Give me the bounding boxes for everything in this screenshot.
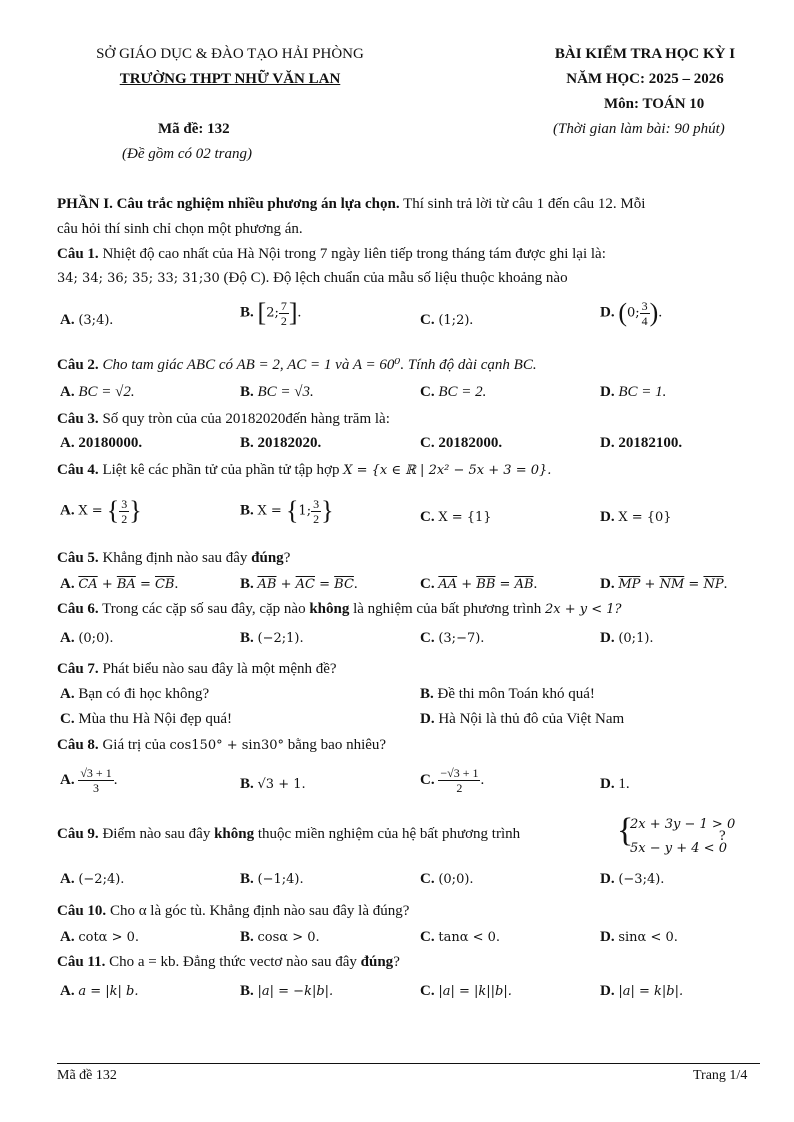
- q1-text2: 34; 34; 36; 35; 33; 31;30 (Độ C). Độ lệch chuẩn của mẫu số liệu thuộc khoảng nào: [57, 270, 568, 286]
- q1-option-d[interactable]: D. (0; $\frac{3}{4}$ ).: [600, 298, 663, 328]
- q4-text: Câu 4. Liệt kê các phần tử của phần tử tập hợp X = {x ∈ ℝ | 2x² − 5x + 3 = 0}.: [57, 462, 552, 478]
- exam-code: Mã đề: 132: [158, 121, 230, 137]
- q7-option-d[interactable]: D. Hà Nội là thủ đô của Việt Nam: [420, 711, 625, 727]
- q10-option-a[interactable]: A. cotα > 0.: [60, 929, 140, 945]
- footer-page-number: Trang 1/4: [693, 1068, 748, 1083]
- q5-option-c[interactable]: C. $\overline{AA} + \overline{BB} = \overline{AB}$.: [420, 576, 538, 592]
- q1-text: Câu 1. Nhiệt độ cao nhất của Hà Nội trong 7 ngày liên tiếp trong tháng tám được ghi lại là:: [57, 246, 606, 262]
- pages-note: (Đề gồm có 02 trang): [122, 146, 252, 162]
- q2-option-d[interactable]: D. BC = 1.: [600, 384, 667, 400]
- q8-text: Câu 8. Giá trị của cos150° + sin30° bằng bao nhiêu?: [57, 737, 387, 753]
- exam-title: BÀI KIỂM TRA HỌC KỲ I: [554, 46, 736, 62]
- department-name: SỞ GIÁO DỤC & ĐÀO TẠO HẢI PHÒNG: [96, 46, 364, 62]
- time-note: (Thời gian làm bài: 90 phút): [553, 121, 725, 137]
- q6-option-b[interactable]: B. (−2;1).: [240, 630, 304, 646]
- q11-option-d[interactable]: D. |a| = k|b|.: [600, 983, 684, 999]
- q7-text: Câu 7. Phát biểu nào sau đây là một mệnh đề?: [57, 661, 337, 677]
- q6-option-a[interactable]: A. (0;0).: [60, 630, 114, 646]
- q2-option-c[interactable]: C. BC = 2.: [420, 384, 487, 400]
- q2-option-a[interactable]: A. BC = √2.: [60, 384, 135, 400]
- q5-text: Câu 5. Khẳng định nào sau đây đúng?: [57, 550, 291, 566]
- q8-option-d[interactable]: D. 1.: [600, 776, 630, 792]
- q10-option-d[interactable]: D. sinα < 0.: [600, 929, 678, 945]
- q6-text: Câu 6. Trong các cặp số sau đây, cặp nào không là nghiệm của bất phương trình 2x + y < 1?: [57, 601, 622, 617]
- q7-option-a[interactable]: A. Bạn có đi học không?: [60, 686, 210, 702]
- footer-exam-code: Mã đề 132: [57, 1068, 117, 1083]
- q9-question-mark: ?: [719, 828, 726, 844]
- q4-option-a[interactable]: A. X = { $\frac{3}{2}$ }: [60, 496, 142, 526]
- part1-desc: câu hỏi thí sinh chỉ chọn một phương án.: [57, 221, 303, 237]
- q9-system-line2: 5x − y + 4 < 0: [630, 841, 727, 856]
- q4-option-c[interactable]: C. X = {1}: [420, 509, 492, 525]
- q2-option-b[interactable]: B. BC = √3.: [240, 384, 314, 400]
- q9-option-a[interactable]: A. (−2;4).: [60, 871, 125, 887]
- q11-option-c[interactable]: C. |a| = |k||b|.: [420, 983, 512, 999]
- q1-option-b[interactable]: B. [2; $\frac{7}{2}$ ].: [240, 298, 302, 328]
- q9-option-b[interactable]: B. (−1;4).: [240, 871, 304, 887]
- q4-option-b[interactable]: B. X = {1; $\frac{3}{2}$ }: [240, 496, 334, 526]
- footer-rule: [57, 1063, 760, 1064]
- q1-option-a[interactable]: A. (3;4).: [60, 312, 114, 328]
- q11-option-b[interactable]: B. |a| = −k|b|.: [240, 983, 334, 999]
- q10-option-b[interactable]: B. cosα > 0.: [240, 929, 320, 945]
- q6-option-d[interactable]: D. (0;1).: [600, 630, 654, 646]
- q10-text: Câu 10. Cho α là góc tù. Khẳng định nào sau đây là đúng?: [57, 903, 410, 919]
- q9-system-brace: {: [617, 812, 634, 849]
- q7-option-b[interactable]: B. Đề thi môn Toán khó quá!: [420, 686, 595, 702]
- q11-text: Câu 11. Cho a = kb. Đẳng thức vectơ nào sau đây đúng?: [57, 954, 400, 970]
- q8-option-b[interactable]: B. √3 + 1.: [240, 776, 306, 792]
- q9-option-c[interactable]: C. (0;0).: [420, 871, 474, 887]
- q2-text: Câu 2. Cho tam giác ABC có AB = 2, AC = 1 và A = 60⁰. Tính độ dài cạnh BC.: [57, 357, 537, 373]
- q7-option-c[interactable]: C. Mùa thu Hà Nội đẹp quá!: [60, 711, 233, 727]
- subject: Môn: TOÁN 10: [604, 96, 705, 112]
- q3-option-a[interactable]: A. 20180000.: [60, 435, 143, 451]
- q10-option-c[interactable]: C. tanα < 0.: [420, 929, 501, 945]
- school-year: NĂM HỌC: 2025 – 2026: [566, 71, 724, 87]
- q9-system-line1: 2x + 3y − 1 > 0: [630, 817, 736, 832]
- q11-option-a[interactable]: A. a = |k| b.: [60, 983, 139, 999]
- q9-option-d[interactable]: D. (−3;4).: [600, 871, 665, 887]
- part1-heading: PHẦN I. Câu trắc nghiệm nhiều phương án lựa chọn. Thí sinh trả lời từ câu 1 đến câu 12. Mỗi: [57, 196, 646, 212]
- q5-option-a[interactable]: A. $\overline{CA} + \overline{BA} = \overline{CB}$.: [60, 576, 179, 592]
- q1-option-c[interactable]: C. (1;2).: [420, 312, 474, 328]
- q3-option-c[interactable]: C. 20182000.: [420, 435, 503, 451]
- q3-option-d[interactable]: D. 20182100.: [600, 435, 683, 451]
- q5-option-b[interactable]: B. $\overline{AB} + \overline{AC} = \overline{BC}$.: [240, 576, 358, 592]
- q8-option-c[interactable]: C. $\frac{-√3 + 1}{2}$ .: [420, 766, 485, 795]
- q9-text: Câu 9. Điểm nào sau đây không thuộc miền nghiệm của hệ bất phương trình: [57, 826, 521, 842]
- q3-option-b[interactable]: B. 20182020.: [240, 435, 322, 451]
- school-name: TRƯỜNG THPT NHỮ VĂN LAN: [119, 71, 341, 87]
- q6-option-c[interactable]: C. (3;−7).: [420, 630, 485, 646]
- q4-option-d[interactable]: D. X = {0}: [600, 509, 672, 525]
- q8-option-a[interactable]: A. $\frac{√3 + 1}{3}$ .: [60, 766, 118, 795]
- q3-text: Câu 3. Số quy tròn của của 20182020đến hàng trăm là:: [57, 411, 390, 427]
- q5-option-d[interactable]: D. $\overline{MP} + \overline{NM} = \overline{NP}$.: [600, 576, 728, 592]
